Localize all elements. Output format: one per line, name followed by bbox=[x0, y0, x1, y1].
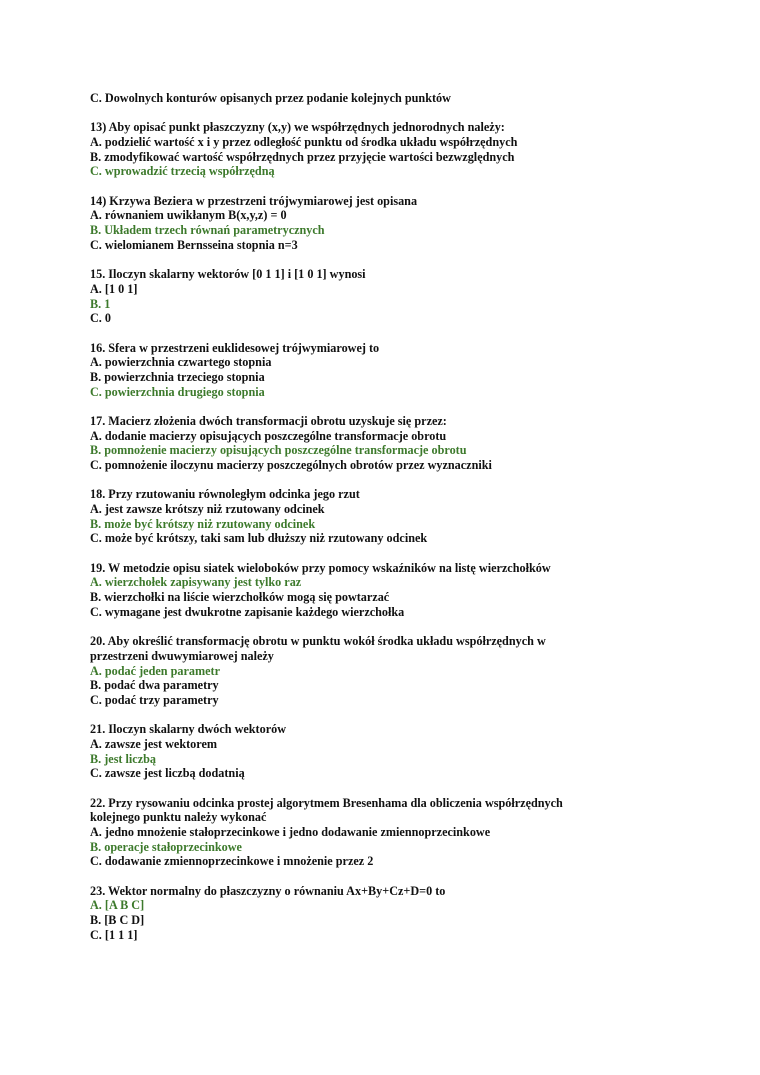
answer-option: A. jedno mnożenie stałoprzecinkowe i jedno dodawanie zmiennoprzecinkowe bbox=[90, 825, 491, 840]
question-text: 17. Macierz złożenia dwóch transformacji obrotu uzyskuje się przez: bbox=[90, 413, 447, 428]
answer-option-correct: A. [A B C] bbox=[90, 898, 145, 913]
answer-option: B. podać dwa parametry bbox=[90, 678, 219, 693]
answer-option: C. podać trzy parametry bbox=[90, 692, 219, 707]
answer-option: C. zawsze jest liczbą dodatnią bbox=[90, 766, 245, 781]
answer-option: A. dodanie macierzy opisujących poszczególne transformacje obrotu bbox=[90, 428, 447, 443]
answer-option-correct: B. Układem trzech równań parametrycznych bbox=[90, 223, 325, 238]
question-block bbox=[90, 634, 650, 708]
question-block bbox=[90, 884, 650, 943]
answer-option-correct: B. operacje stałoprzecinkowe bbox=[90, 839, 242, 854]
question-block bbox=[90, 796, 650, 870]
answer-option: C. 0 bbox=[90, 311, 111, 326]
question-text: 21. Iloczyn skalarny dwóch wektorów bbox=[90, 722, 287, 737]
answer-option: A. równaniem uwikłanym B(x,y,z) = 0 bbox=[90, 208, 287, 223]
question-text: 18. Przy rzutowaniu równoległym odcinka jego rzut bbox=[90, 487, 360, 502]
question-text: 16. Sfera w przestrzeni euklidesowej trójwymiarowej to bbox=[90, 340, 380, 355]
answer-option: C. [1 1 1] bbox=[90, 927, 138, 942]
question-block bbox=[90, 267, 650, 326]
question-block bbox=[90, 341, 650, 400]
answer-option-correct: B. jest liczbą bbox=[90, 751, 157, 766]
answer-option: C. wielomianem Bernsseina stopnia n=3 bbox=[90, 237, 298, 252]
answer-option: A. podzielić wartość x i y przez odległość punktu od środka układu współrzędnych bbox=[90, 135, 518, 149]
question-block bbox=[90, 561, 650, 620]
answer-option-correct: C. wprowadzić trzecią współrzędną bbox=[90, 164, 275, 179]
answer-option-correct: B. pomnożenie macierzy opisujących poszczególne transformacje obrotu bbox=[90, 443, 467, 458]
question-text: 19. W metodzie opisu siatek wieloboków przy pomocy wskaźników na listę wierzchołków bbox=[90, 560, 551, 575]
quiz-content bbox=[90, 91, 650, 957]
question-block bbox=[90, 414, 650, 473]
answer-option: C. może być krótszy, taki sam lub dłuższy niż rzutowany odcinek bbox=[90, 531, 428, 546]
answer-option: C. wymagane jest dwukrotne zapisanie każdego wierzchołka bbox=[90, 604, 405, 619]
answer-option: A. zawsze jest wektorem bbox=[90, 736, 218, 751]
answer-option: C. pomnożenie iloczynu macierzy poszczególnych obrotów przez wyznaczniki bbox=[90, 458, 492, 473]
answer-option-correct: C. powierzchnia drugiego stopnia bbox=[90, 384, 265, 399]
answer-option: C. Dowolnych konturów opisanych przez podanie kolejnych punktów bbox=[90, 91, 451, 105]
question-text: 22. Przy rysowaniu odcinka prostej algorytmem Bresenhama dla obliczenia współrzędnych kolejnego punktu należy wykonać bbox=[90, 795, 563, 825]
answer-option: A. jest zawsze krótszy niż rzutowany odcinek bbox=[90, 502, 325, 517]
question-text: 14) Krzywa Beziera w przestrzeni trójwymiarowej jest opisana bbox=[90, 193, 418, 208]
answer-option: B. zmodyfikować wartość współrzędnych przez przyjęcie wartości bezwzględnych bbox=[90, 149, 515, 164]
answer-option-correct: A. wierzchołek zapisywany jest tylko raz bbox=[90, 575, 302, 590]
question-block bbox=[90, 487, 650, 546]
question-block bbox=[90, 722, 650, 781]
answer-option: A. [1 0 1] bbox=[90, 281, 138, 296]
question-block bbox=[90, 120, 650, 179]
answer-option-correct: B. 1 bbox=[90, 296, 111, 311]
question-text: 20. Aby określić transformację obrotu w punktu wokół środka układu współrzędnych w przestrzeni dwuwymiarowej należy bbox=[90, 634, 546, 663]
question-text: 15. Iloczyn skalarny wektorów [0 1 1] i [1 0 1] wynosi bbox=[90, 267, 366, 282]
answer-option-correct: A. podać jeden parametr bbox=[90, 663, 220, 678]
question-text: 13) Aby opisać punkt płaszczyzny (x,y) we współrzędnych jednorodnych należy: bbox=[90, 120, 505, 135]
answer-option: B. wierzchołki na liście wierzchołków mogą się powtarzać bbox=[90, 590, 390, 605]
answer-option-correct: B. może być krótszy niż rzutowany odcinek bbox=[90, 516, 316, 531]
question-text: 23. Wektor normalny do płaszczyzny o równaniu Ax+By+Cz+D=0 to bbox=[90, 883, 446, 898]
answer-option: B. powierzchnia trzeciego stopnia bbox=[90, 369, 265, 384]
answer-option: A. powierzchnia czwartego stopnia bbox=[90, 355, 272, 370]
question-block bbox=[90, 91, 650, 106]
answer-option: C. dodawanie zmiennoprzecinkowe i mnożenie przez 2 bbox=[90, 854, 374, 869]
question-block bbox=[90, 194, 650, 253]
answer-option: B. [B C D] bbox=[90, 913, 145, 928]
